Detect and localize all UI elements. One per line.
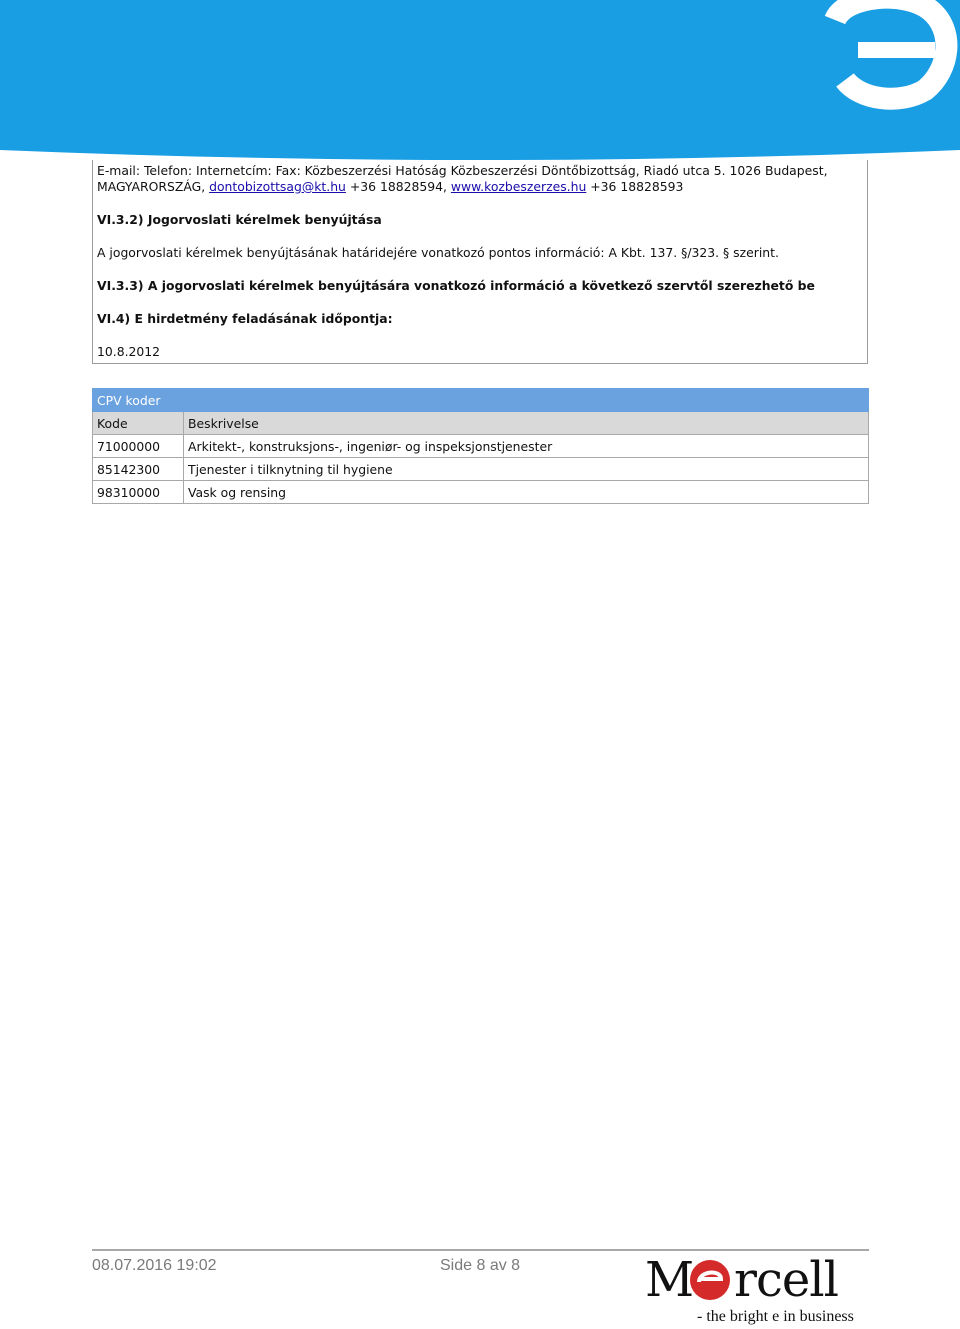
cpv-description-cell: Tjenester i tilknytning til hygiene bbox=[184, 458, 869, 481]
vi4-date: 10.8.2012 bbox=[97, 344, 161, 359]
contact-phone-2: +36 18828593 bbox=[586, 179, 684, 194]
logo-tagline: - the bright e in business bbox=[697, 1308, 854, 1325]
cpv-table-title-row bbox=[93, 389, 869, 412]
mercell-logo bbox=[640, 1252, 868, 1328]
cpv-description-cell: Vask og rensing bbox=[184, 481, 869, 504]
logo-letters-rcell: rcell bbox=[734, 1252, 838, 1308]
cpv-code-cell: 85142300 bbox=[93, 458, 184, 481]
footer-datetime: 08.07.2016 19:02 bbox=[92, 1257, 217, 1274]
vi4-heading: VI.4) E hirdetmény feladásának időpontja: bbox=[97, 311, 393, 326]
cpv-table-header-row bbox=[93, 412, 869, 435]
contact-line-2 bbox=[97, 179, 683, 195]
footer-divider bbox=[92, 1249, 869, 1251]
vi32-text: A jogorvoslati kérelmek benyújtásának határidejére vonatkozó pontos információ: A Kbt. 137. §/323. § szerint. bbox=[97, 245, 779, 260]
contact-email-link[interactable]: dontobizottsag@kt.hu bbox=[209, 179, 346, 194]
column-header-description: Beskrivelse bbox=[184, 412, 869, 435]
table-row bbox=[93, 458, 869, 481]
cpv-table-title: CPV koder bbox=[93, 389, 869, 412]
vi32-heading: VI.3.2) Jogorvoslati kérelmek benyújtása bbox=[97, 212, 382, 227]
notice-section-vi bbox=[92, 160, 868, 364]
footer-page-number: Side 8 av 8 bbox=[440, 1257, 521, 1274]
cpv-code-cell: 98310000 bbox=[93, 481, 184, 504]
header-banner bbox=[0, 0, 960, 165]
contact-website-link[interactable]: www.kozbeszerzes.hu bbox=[450, 179, 587, 194]
contact-phone-1: +36 18828594, bbox=[345, 179, 451, 194]
contact-line-1: E-mail: Telefon: Internetcím: Fax: Közbeszerzési Hatóság Közbeszerzési Döntőbizottság, Riadó utca 5. 1026 Budapest, bbox=[97, 163, 828, 178]
vi33-heading: VI.3.3) A jogorvoslati kérelmek benyújtására vonatkozó információ a következő szervtől szerezhető be bbox=[97, 278, 815, 293]
cpv-code-cell: 71000000 bbox=[93, 435, 184, 458]
contact-country: MAGYARORSZÁG, bbox=[97, 179, 210, 194]
column-header-code: Kode bbox=[93, 412, 184, 435]
table-row bbox=[93, 435, 869, 458]
cpv-codes-table bbox=[92, 388, 869, 504]
table-row bbox=[93, 481, 869, 504]
logo-letter-m: M bbox=[645, 1252, 695, 1308]
cpv-description-cell: Arkitekt-, konstruksjons-, ingeniør- og inspeksjonstjenester bbox=[184, 435, 869, 458]
